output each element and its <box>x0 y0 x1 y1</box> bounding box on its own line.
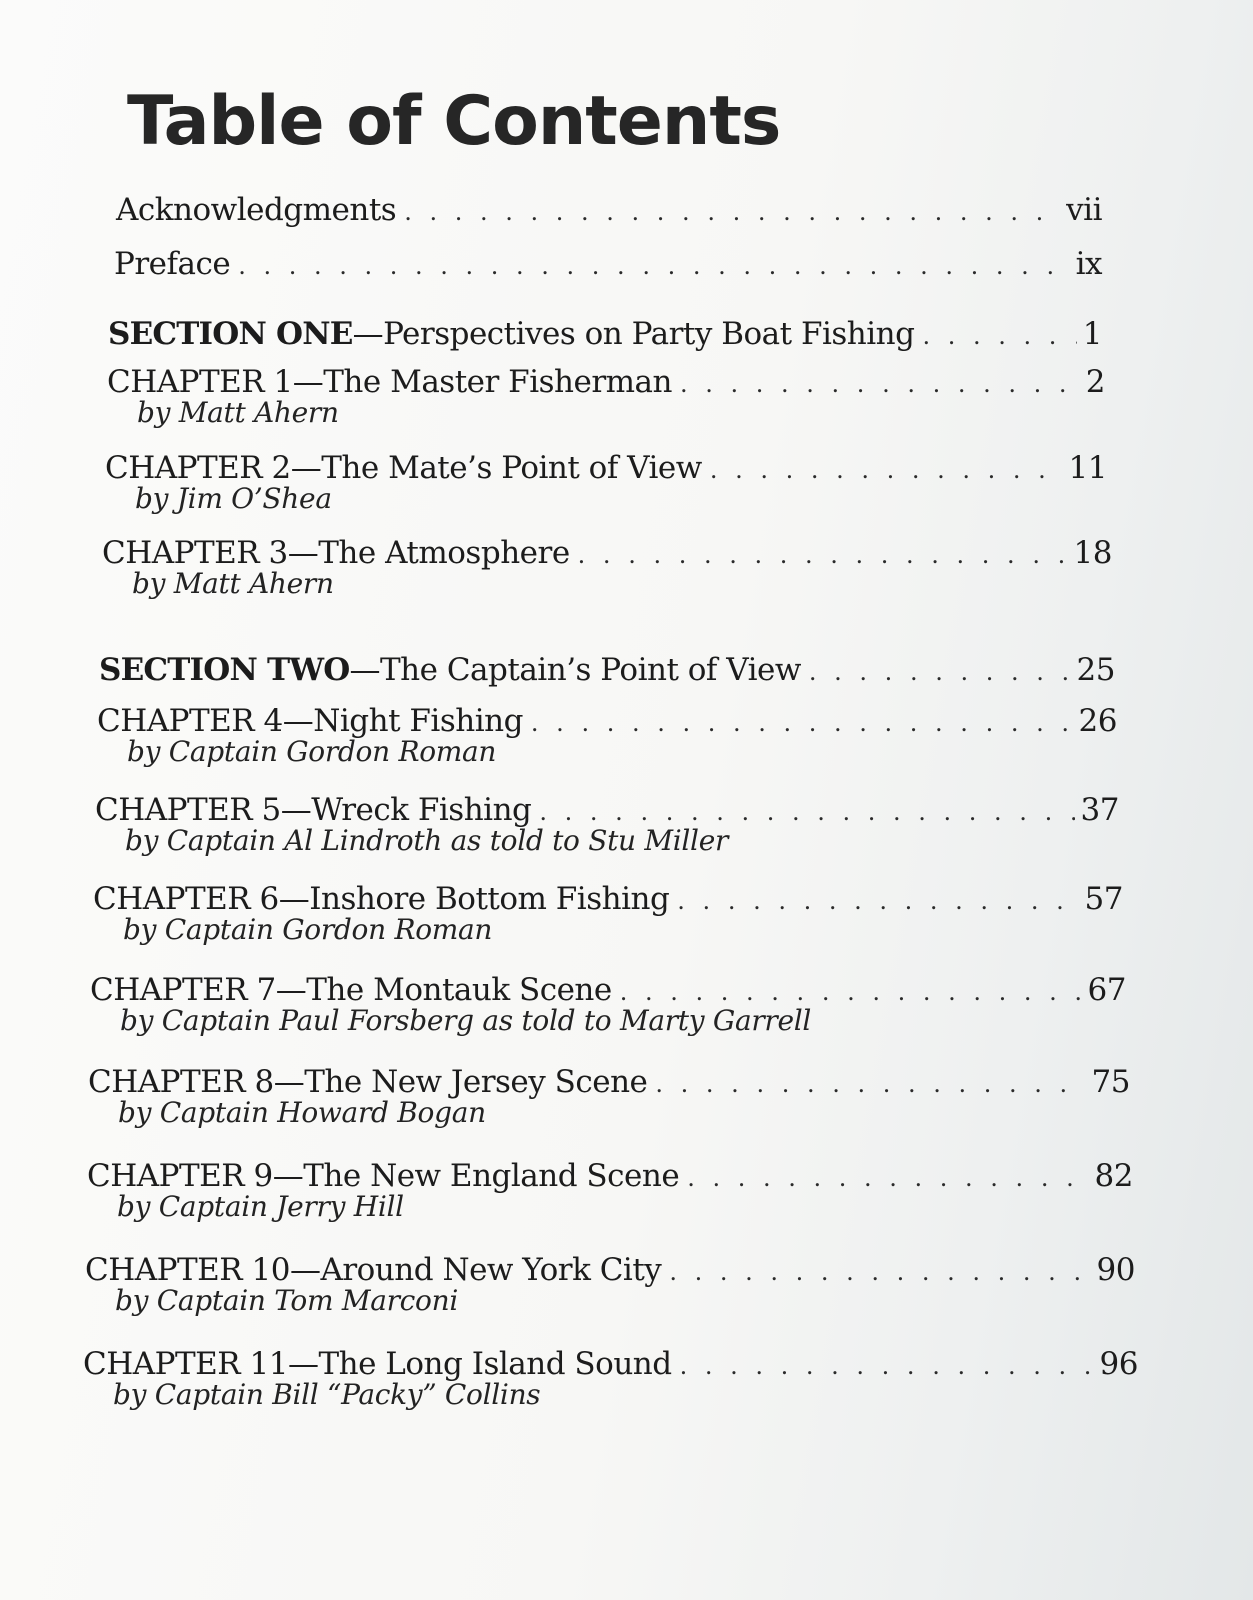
page-number: ix <box>1075 246 1102 282</box>
chapter-author: by Captain Bill “Packy” Collins <box>113 1378 541 1411</box>
chapter-number: CHAPTER 9 <box>87 1158 273 1194</box>
chapter-author: by Matt Ahern <box>137 396 339 429</box>
chapter-title: —The Long Island Sound <box>287 1346 672 1382</box>
page-number: 67 <box>1087 972 1126 1008</box>
chapter-number: CHAPTER 2 <box>105 450 291 486</box>
toc-chapter-2 <box>105 448 1107 515</box>
toc-chapter-5 <box>95 790 1119 857</box>
toc-chapter-8 <box>88 1062 1130 1129</box>
dot-leader <box>677 881 1078 921</box>
toc-chapter-1 <box>107 362 1105 429</box>
toc-chapter-10 <box>85 1250 1135 1317</box>
page-number: 75 <box>1091 1064 1130 1100</box>
toc-chapter-4 <box>97 701 1117 768</box>
toc-chapter-3 <box>102 533 1112 600</box>
dot-leader <box>809 652 1071 692</box>
dot-leader <box>687 1158 1088 1198</box>
chapter-author: by Captain Al Lindroth as told to Stu Miller <box>125 824 729 857</box>
entry-label: Preface <box>114 246 231 282</box>
chapter-author: by Jim O’Shea <box>135 482 332 515</box>
page-number: 26 <box>1078 703 1117 739</box>
toc-entry-acknowledgments <box>116 190 1102 230</box>
chapter-number: CHAPTER 5 <box>95 792 281 828</box>
dot-leader <box>710 450 1063 490</box>
section-title: —The Captain’s Point of View <box>349 652 801 688</box>
toc-chapter-7 <box>90 970 1126 1037</box>
page-number: 1 <box>1082 316 1102 352</box>
page-number: 82 <box>1094 1158 1133 1194</box>
dot-leader <box>238 246 1069 286</box>
page-number: 37 <box>1080 792 1119 828</box>
chapter-number: CHAPTER 8 <box>88 1064 274 1100</box>
dot-leader <box>680 1346 1094 1386</box>
chapter-author: by Captain Howard Bogan <box>118 1096 486 1129</box>
dot-leader <box>922 316 1076 356</box>
chapter-title: —Night Fishing <box>282 703 523 739</box>
chapter-number: CHAPTER 11 <box>83 1346 288 1382</box>
page-number: 90 <box>1096 1252 1135 1288</box>
page-number: 96 <box>1099 1346 1138 1382</box>
section-heading: SECTION TWO <box>99 652 350 688</box>
chapter-title: —The Mate’s Point of View <box>290 450 702 486</box>
chapter-number: CHAPTER 7 <box>90 972 276 1008</box>
chapter-title: —Inshore Bottom Fishing <box>278 881 670 917</box>
page-number: vii <box>1066 192 1102 228</box>
chapter-author: by Captain Paul Forsberg as told to Marty Garrell <box>120 1004 812 1037</box>
chapter-title: —The Montauk Scene <box>275 972 612 1008</box>
page-number: 25 <box>1076 652 1115 688</box>
chapter-title: —The New England Scene <box>272 1158 680 1194</box>
chapter-number: CHAPTER 10 <box>85 1252 290 1288</box>
page-title: Table of Contents <box>127 82 781 161</box>
chapter-author: by Captain Gordon Roman <box>127 735 497 768</box>
dot-leader <box>655 1064 1085 1104</box>
chapter-number: CHAPTER 1 <box>107 364 293 400</box>
chapter-number: CHAPTER 3 <box>102 535 288 571</box>
chapter-title: —Around New York City <box>289 1252 662 1288</box>
chapter-title: —Wreck Fishing <box>280 792 532 828</box>
chapter-author: by Matt Ahern <box>132 567 334 600</box>
chapter-title: —The Master Fisherman <box>292 364 672 400</box>
entry-label: Acknowledgments <box>116 192 397 228</box>
toc-section-one <box>108 314 1102 354</box>
chapter-author: by Captain Jerry Hill <box>117 1190 404 1223</box>
toc-chapter-11 <box>83 1344 1138 1411</box>
toc-section-two <box>99 650 1115 690</box>
page-number: 18 <box>1073 535 1112 571</box>
section-title: —Perspectives on Party Boat Fishing <box>352 316 915 352</box>
dot-leader <box>531 703 1073 743</box>
section-heading: SECTION ONE <box>108 316 353 352</box>
toc-entry-preface <box>114 244 1102 284</box>
dot-leader <box>680 364 1080 404</box>
page-number: 57 <box>1084 881 1123 917</box>
chapter-number: CHAPTER 4 <box>97 703 283 739</box>
dot-leader <box>578 535 1068 575</box>
page-number: 11 <box>1068 450 1107 486</box>
chapter-author: by Captain Tom Marconi <box>115 1284 459 1317</box>
toc-chapter-9 <box>87 1156 1133 1223</box>
toc-chapter-6 <box>93 879 1123 946</box>
dot-leader <box>404 192 1060 232</box>
chapter-title: —The New Jersey Scene <box>273 1064 648 1100</box>
chapter-number: CHAPTER 6 <box>93 881 279 917</box>
dot-leader <box>669 1252 1090 1292</box>
page-number: 2 <box>1085 364 1105 400</box>
chapter-title: —The Atmosphere <box>287 535 570 571</box>
chapter-author: by Captain Gordon Roman <box>123 913 493 946</box>
